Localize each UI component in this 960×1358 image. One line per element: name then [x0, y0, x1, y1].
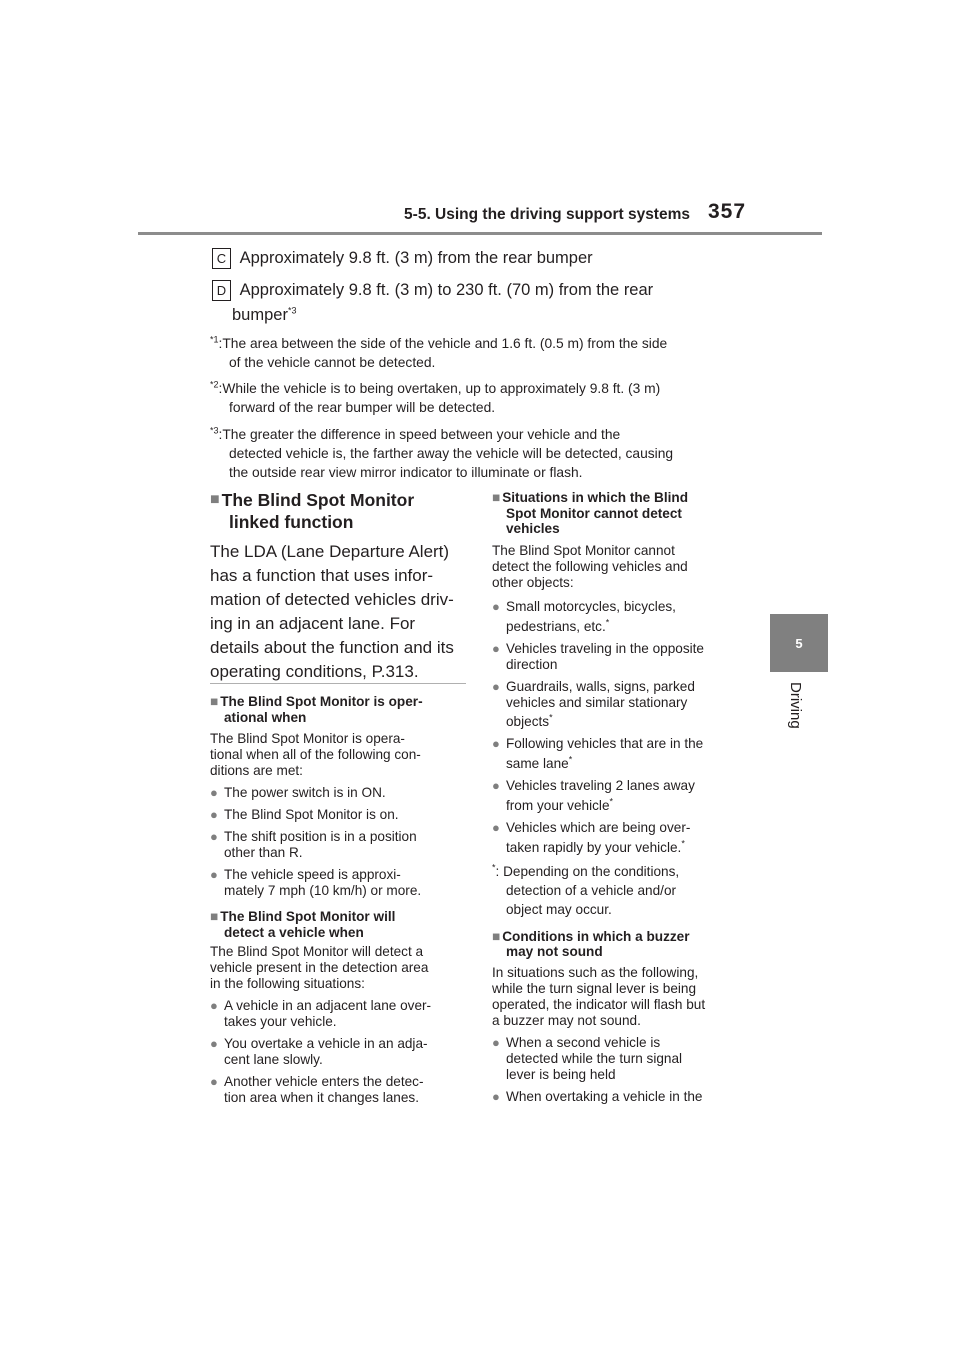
list-item: ● A vehicle in an adjacent lane over- takes your vehicle.: [210, 998, 432, 1029]
list-item: ● When a second vehicle is detected while the turn signal lever is being held: [492, 1034, 683, 1082]
operational-section: ■ The Blind Spot Monitor is oper- ational when The Blind Spot Monitor is opera- tional when all of the following con- ditions are met: ● The power switch is in ON. ● The Blind Spot Monitor is on. ● The shift position is in a position other than R. ● The vehicle speed is approxi- mately 7 mph (10 km/h) or more. ■ The Blind Spot Monitor will detect a vehicle when The Blind Spot Monitor will detect a vehicle present in the detection area in the following situations: ● A vehicle in an adjacent lane over- takes your vehicle. ● You overtake a vehicle in an adja- cent lane slowly. ● Another vehicle enters the detec- tion area when it changes lanes.: [210, 694, 472, 1106]
cannot-detect-body: The Blind Spot Monitor cannot detect the following vehicles and other objects:: [492, 542, 688, 590]
list-item: ● You overtake a vehicle in an adja- cent lane slowly.: [210, 1036, 428, 1067]
list-item: ● The shift position is in a position other than R.: [210, 829, 417, 860]
list-item: ● The Blind Spot Monitor is on.: [210, 807, 399, 822]
footnote-2: $^{*2}$:While the vehicle is to being overtaken, up to approximately 9.8 ft. (3 m) forward of the rear bumper will be detected.: [210, 379, 661, 415]
footnote-3: $^{*3}$:The greater the difference in speed between your vehicle and the detected vehicle is, the farther away the vehicle will be detected, causing the outside rear view mirror indicator to illuminate or flash.: [210, 425, 674, 480]
header-rule: [138, 232, 822, 235]
section-divider: [210, 683, 466, 684]
list-item: ● Vehicles which are being over- taken rapidly by your vehicle.*: [492, 819, 691, 855]
item-c: C Approximately 9.8 ft. (3 m) from the rear bumper: [212, 247, 593, 269]
list-item: ● Guardrails, walls, signs, parked vehicles and similar stationary objects*: [492, 678, 695, 729]
buzzer-body: In situations such as the following, while the turn signal lever is being operated, the indicator will flash but a buzzer may not sound.: [492, 964, 706, 1028]
cannot-detect-section: ■ Situations in which the Blind Spot Monitor cannot detect vehicles The Blind Spot Monitor cannot detect the following vehicles and other objects: ● Small motorcycles, bicycles, pedestrians, etc.* ● Vehicles traveling in the opposite direction ● Guardrails, walls, signs, parked vehicles and similar stationary objects* ● Following vehicles that are in the same lane* ● Vehicles traveling 2 lanes away from your vehicle* ● Vehicles which are being over- taken rapidly by your vehicle.* *: Depending on the conditions, detection of a vehicle and/or object may occur. ■ Conditions in which a buzzer may not sound In situations such as the following, while the turn signal lever is being operated, the indicator will flash but a buzzer may not sound. ● When a second vehicle is detected while the turn signal lever is being held ● When overtaking a vehicle in the: [492, 490, 754, 1105]
linked-heading: ■ The Blind Spot Monitor linked function: [210, 490, 415, 532]
page-number: 357: [708, 200, 747, 223]
marker-c: C: [212, 248, 231, 269]
detect-body: The Blind Spot Monitor will detect a vehicle present in the detection area in the following situations:: [210, 944, 429, 991]
linked-body: The LDA (Lane Departure Alert) has a function that uses infor- mation of detected vehicles driv- ing in an adjacent lane. For details about the function and its operating conditions, P.313.: [210, 542, 454, 681]
item-d-line2: bumper$^{*3}$: [232, 305, 297, 324]
operational-body: The Blind Spot Monitor is opera- tional when all of the following con- ditions are met:: [210, 731, 421, 778]
list-item: ● Vehicles traveling 2 lanes away from your vehicle*: [492, 777, 695, 813]
list-item: ● Vehicles traveling in the opposite direction: [492, 640, 704, 672]
list-item: ● The power switch is in ON.: [210, 785, 386, 800]
chapter-tab: 5: [770, 614, 828, 672]
marker-d: D: [212, 280, 231, 301]
list-item: ● When overtaking a vehicle in the: [492, 1088, 703, 1104]
list-item: ● Another vehicle enters the detec- tion area when it changes lanes.: [210, 1074, 424, 1105]
star-note: *: Depending on the conditions, detection of a vehicle and/or object may occur.: [492, 861, 680, 917]
list-item: ● The vehicle speed is approxi- mately 7 mph (10 km/h) or more.: [210, 867, 422, 898]
section-title: 5-5. Using the driving support systems: [404, 206, 690, 223]
list-item: ● Following vehicles that are in the same lane*: [492, 735, 704, 771]
list-item: ● Small motorcycles, bicycles, pedestrians, etc.*: [492, 598, 676, 634]
chapter-label: Driving: [787, 682, 804, 729]
footnote-1: $^{*1}$:The area between the side of the vehicle and 1.6 ft. (0.5 m) from the side of the vehicle cannot be detected.: [210, 334, 668, 370]
item-d: D Approximately 9.8 ft. (3 m) to 230 ft. (70 m) from the rear: [212, 279, 653, 301]
